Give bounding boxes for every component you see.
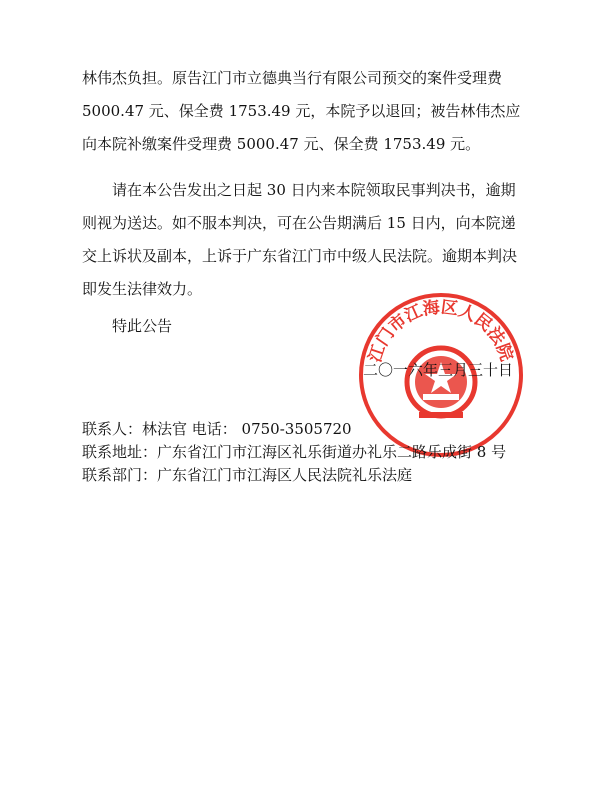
contact-department-row (82, 464, 506, 487)
contact-address-label: 联系地址： (82, 443, 158, 461)
seal-ring-text: 江门市江海区人民法院 (365, 297, 517, 365)
contact-person-value: 林法官 电话： 0750-3505720 (142, 420, 352, 438)
contact-address-row (82, 441, 506, 464)
contact-person-label: 联系人： (82, 420, 143, 438)
judgment-paragraph-appeal: 请在本公告发出之日起 30 日内来本院领取民事判决书，逾期则视为送达。如不服本判决，可在公告期满后 15 日内，向本院递交上诉状及副本，上诉于广东省江门市中级人民法院。逾期本判决即发生法律效力。 (82, 181, 518, 298)
notice-closing: 特此公告 (112, 317, 173, 335)
contact-department-value: 广东省江门市江海区人民法院礼乐法庭 (157, 466, 413, 484)
notice-date: 二〇一六年三月三十日 (363, 361, 514, 379)
judgment-paragraph-costs: 林伟杰负担。原告江门市立德典当行有限公司预交的案件受理费5000.47 元、保全费 1753.49 元，本院予以退回；被告林伟杰应向本院补缴案件受理费 5000.47 元、保全费 1753.49 元。 (82, 69, 521, 153)
contact-block (82, 418, 506, 487)
contact-person-row (82, 418, 506, 441)
contact-address-value: 广东省江门市江海区礼乐街道办礼乐二路乐成街 8 号 (157, 443, 507, 461)
contact-department-label: 联系部门： (82, 466, 158, 484)
